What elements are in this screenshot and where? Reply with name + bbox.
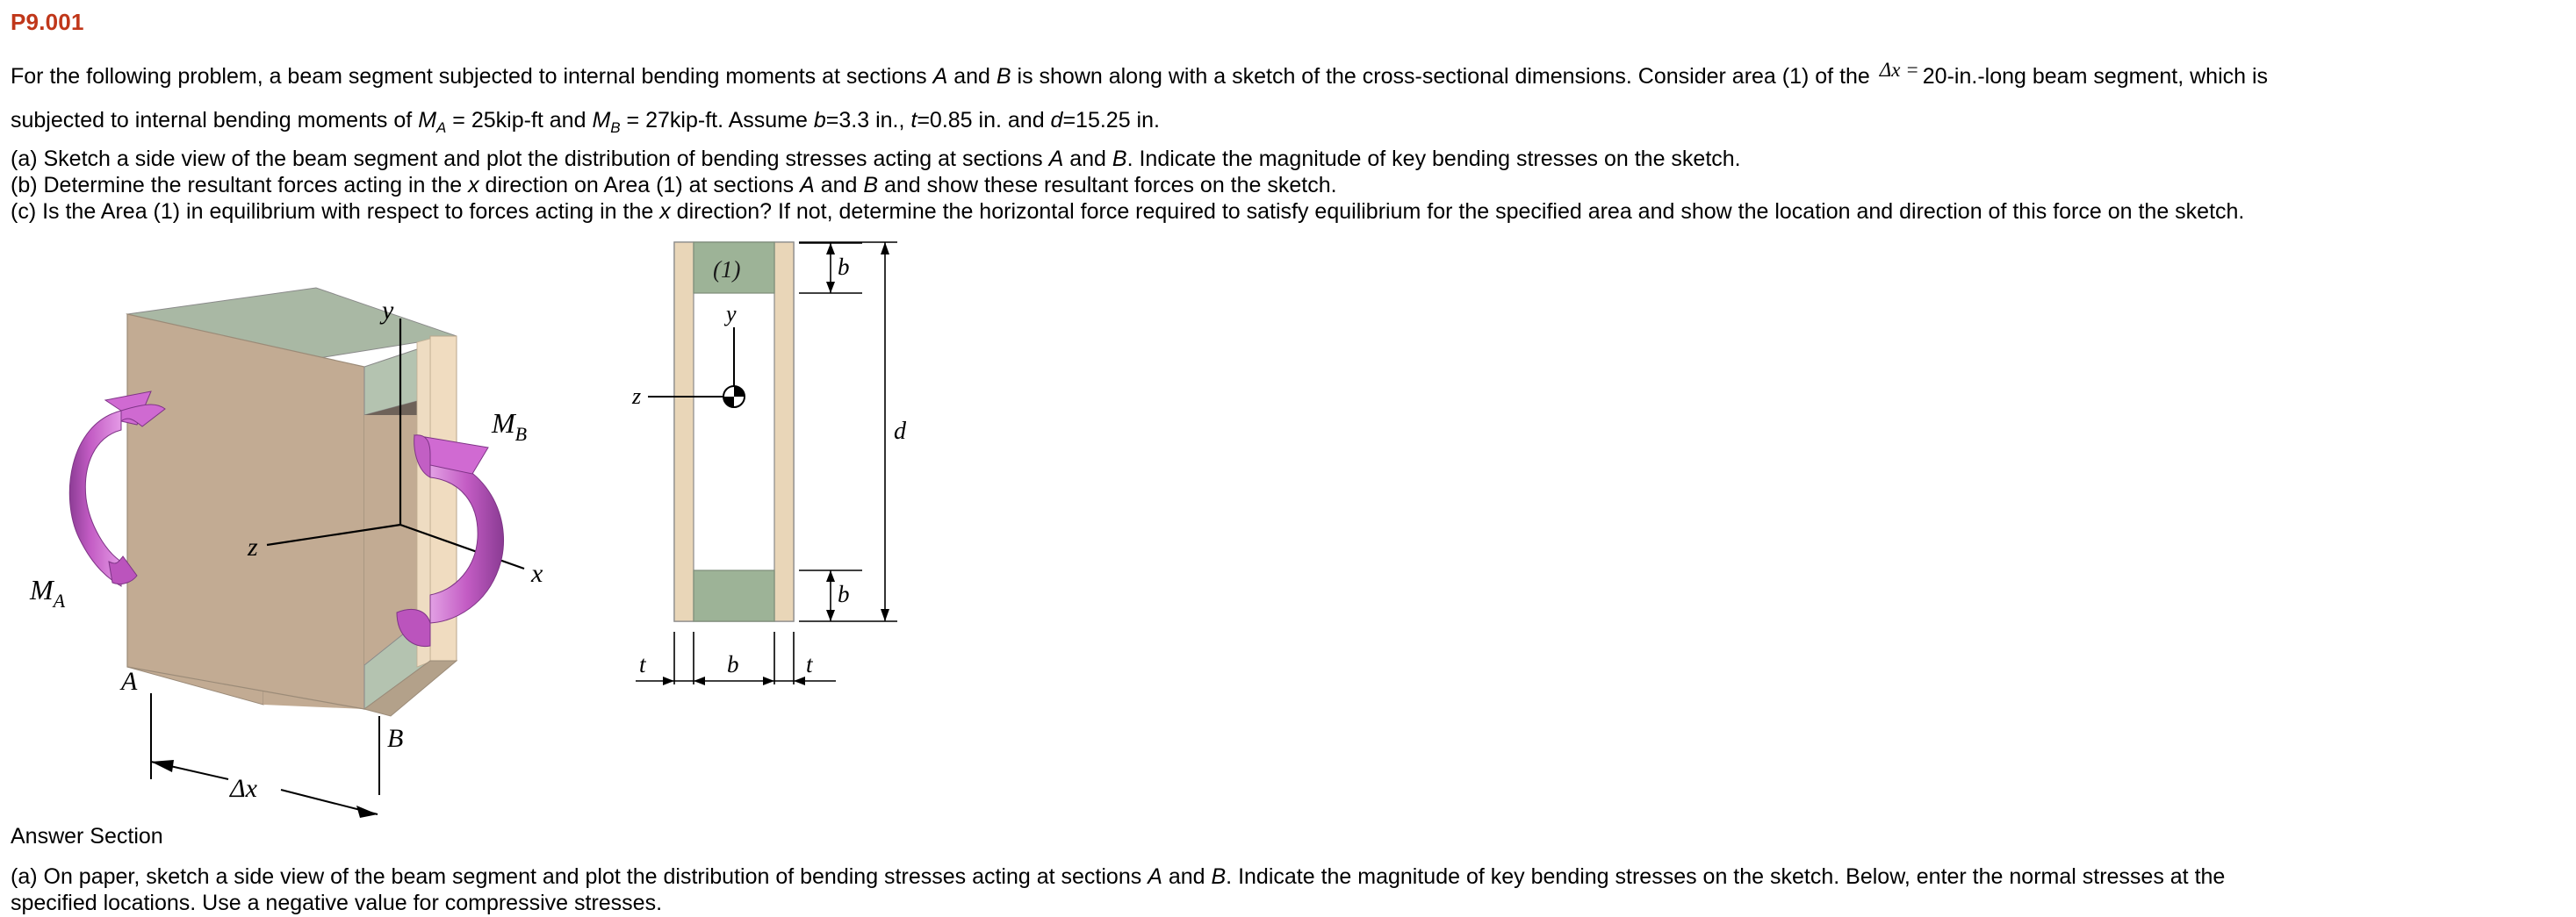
axis-x-ref: x [659, 199, 671, 224]
dim-t-right-label: t [806, 651, 813, 677]
beam-3d-diagram [18, 235, 579, 803]
dim-b-bottom-arrow-down [826, 610, 835, 621]
moment-a-value: = 25kip-ft and [446, 108, 593, 133]
section-a-ref: A [1048, 147, 1064, 171]
dim-t-symbol: t [910, 108, 917, 133]
part-b-text: and [814, 173, 864, 197]
dim-t-value: =0.85 in. and [917, 108, 1051, 133]
answer-section-heading: Answer Section [11, 824, 163, 849]
section-b-ref: B [863, 173, 879, 197]
part-c-text: (c) Is the Area (1) in equilibrium with respect to forces acting in the [11, 199, 660, 224]
page-title: P9.001 [11, 9, 84, 35]
dim-b-bottom-label: b [838, 581, 850, 607]
dim-b-top-arrow-down [826, 282, 835, 293]
delta-x-text: Δx [1879, 59, 1901, 81]
part-c [11, 198, 2244, 226]
part-a-text: . Indicate the magnitude of key bending stresses on the sketch. [1126, 147, 1741, 171]
section-a-ref: A [932, 64, 948, 89]
axis-z-label: z [248, 533, 258, 562]
statement-text: 20-in.-long beam segment, which is [1922, 64, 2269, 89]
dim-d-value: =15.25 in. [1062, 108, 1160, 133]
part-a-text: and [1063, 147, 1112, 171]
moment-b-symbol: M [592, 108, 611, 133]
dim-arrowhead-left [151, 760, 174, 772]
moment-a-label: $M_A$ [30, 574, 66, 612]
dim-d-label: d [894, 418, 906, 445]
part-a-text: (a) Sketch a side view of the beam segment and plot the distribution of bending stresses acting at sections [11, 147, 1049, 171]
equals-sign: = [1900, 59, 1919, 81]
axis-y-label: y [382, 296, 394, 325]
dim-d-symbol: d [1050, 108, 1063, 133]
answer-part-a-text: (a) On paper, sketch a side view of the beam segment and plot the distribution of bending stresses acting at sections [11, 864, 1148, 889]
dim-b-value: =3.3 in., [825, 108, 911, 133]
dim-arrowhead-right [356, 806, 378, 818]
dim-b-mid-label: b [727, 651, 739, 677]
section-b-ref: B [1211, 864, 1227, 889]
section-a-ref: A [1148, 864, 1162, 889]
axis-x-ref: x [468, 173, 479, 197]
moment-b-subscript: B [610, 119, 621, 136]
part-b [11, 172, 1337, 199]
answer-part-a-text: . Indicate the magnitude of key bending stresses on the sketch. Below, enter the normal stresses at the [1226, 864, 2226, 889]
dim-b-bottom-arrow-up [826, 570, 835, 582]
dim-b-mid-arrow-right [763, 677, 774, 685]
part-a [11, 146, 1741, 173]
answer-part-a-text: and [1162, 864, 1212, 889]
dim-d-arrow-up [881, 242, 889, 254]
section-b-label: B [387, 724, 404, 753]
dim-b-top-arrow-up [826, 243, 835, 254]
section-left-wall [674, 242, 694, 621]
moment-arrow-a-body [69, 411, 121, 586]
statement-line-1 [11, 59, 2269, 90]
dim-t-left-label: t [639, 651, 646, 677]
section-a-label: A [121, 667, 138, 696]
answer-part-a [11, 863, 2225, 891]
dim-d [799, 242, 907, 621]
moment-b-label: $M_B$ [492, 407, 528, 445]
section-axis-y-label: y [726, 301, 737, 326]
part-b-text: and show these resultant forces on the sketch. [878, 173, 1337, 197]
dim-t-right-arrow [794, 677, 805, 685]
section-right-wall [774, 242, 794, 621]
statement-text: For the following problem, a beam segment subjected to internal bending moments at sections [11, 64, 933, 89]
dim-d-arrow-down [881, 609, 889, 621]
section-axis-z-label: z [632, 383, 642, 409]
dim-width-group [636, 632, 836, 685]
section-a-ref: A [800, 173, 815, 197]
part-b-text: (b) Determine the resultant forces acting in the [11, 173, 469, 197]
section-bottom-flange [694, 570, 774, 621]
section-b-ref: B [996, 64, 1011, 89]
axis-x-label: x [531, 559, 543, 588]
section-b-ref: B [1112, 147, 1127, 171]
statement-text: and [947, 64, 997, 89]
dim-t-left-arrow [663, 677, 674, 685]
moment-a-subscript: A [436, 119, 447, 136]
beam-front-face [127, 314, 364, 709]
dimension-delta-x [151, 760, 378, 818]
dim-delta-x-label: Δx [230, 774, 257, 803]
answer-cut-line: specified locations. Use a negative value for compressive stresses. [11, 891, 663, 915]
dim-b-mid-arrow-left [694, 677, 705, 685]
figure-group [0, 235, 983, 803]
part-b-text: direction on Area (1) at sections [479, 173, 801, 197]
moment-a-symbol: M [418, 108, 437, 133]
dim-b-top-label: b [838, 254, 850, 280]
statement-line-2 [11, 107, 1160, 141]
dim-b-top [799, 243, 862, 293]
cross-section-diagram [632, 235, 983, 797]
delta-x-symbol [1876, 56, 1923, 83]
part-c-text: direction? If not, determine the horizontal force required to satisfy equilibrium for the specified area and show the location and direction of this force on the sketch. [670, 199, 2245, 224]
statement-text: is shown along with a sketch of the cross-sectional dimensions. Consider area (1) of the [1011, 64, 1876, 89]
centroid-marker [723, 386, 745, 407]
dim-b-symbol: b [813, 108, 826, 133]
statement-text: subjected to internal bending moments of [11, 108, 419, 133]
area-1-label: (1) [713, 256, 741, 283]
moment-b-value: = 27kip-ft. Assume [620, 108, 814, 133]
